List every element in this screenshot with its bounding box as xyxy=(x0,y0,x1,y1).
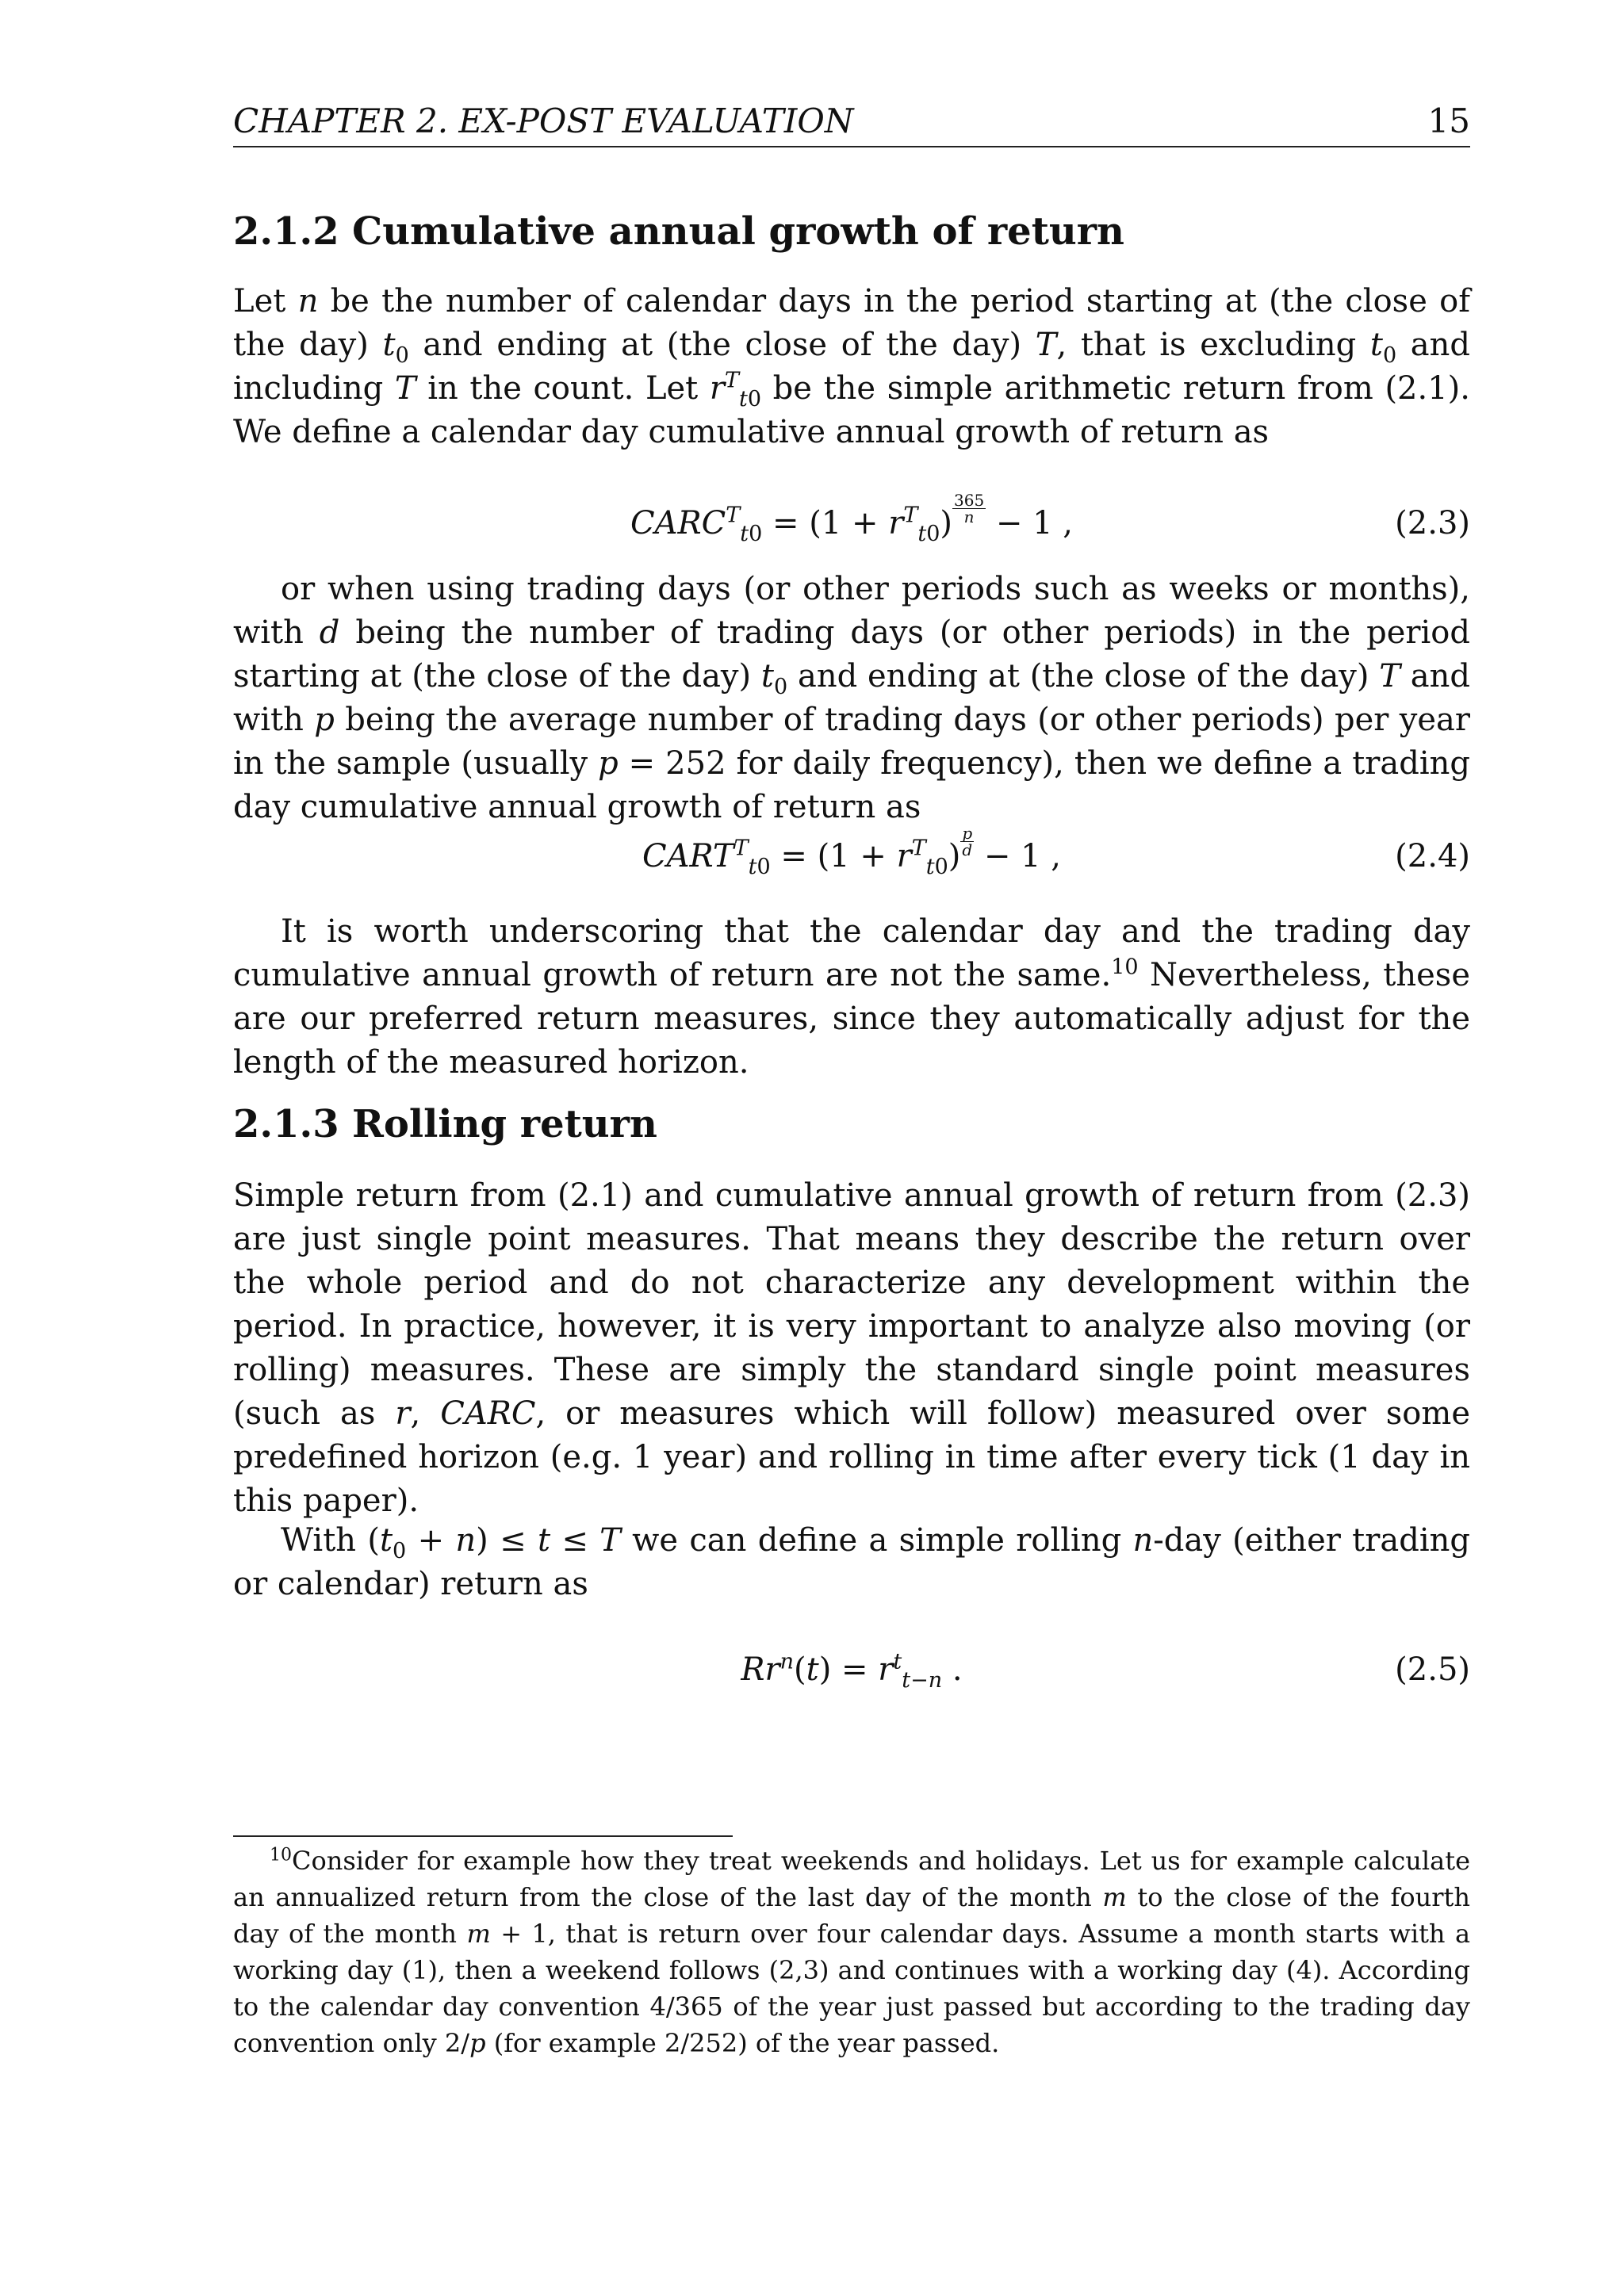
text: -day (either trading or calendar) return as xyxy=(233,1522,1470,1602)
math-inline: T xyxy=(1379,658,1400,695)
text: ) of the year passed. xyxy=(737,2028,1000,2058)
text: in the count. Let xyxy=(416,370,710,407)
equation-number: (2.3) xyxy=(1395,505,1470,541)
text: for daily frequency), then we define a trading day cumulative annual growth of return as xyxy=(233,745,1471,825)
footnote-rule xyxy=(233,1835,733,1837)
math-inline: $r^T_{t0}$ xyxy=(709,368,762,411)
equation-2-5 xyxy=(233,1638,1470,1701)
equation-2-4 xyxy=(233,825,1470,888)
math-inline: T xyxy=(394,370,416,407)
math-inline: $t_0$ xyxy=(382,327,409,368)
text: and ending at (the close of the day) xyxy=(787,658,1380,695)
text: to the close of the fourth day of the month xyxy=(233,1882,1471,1949)
chapter-title: CHAPTER 2. EX-POST EVALUATION xyxy=(233,101,854,140)
footnote-mark[interactable]: 10 xyxy=(1111,955,1139,980)
math-inline: 2/p xyxy=(444,2028,486,2058)
text: of the year just passed but according to the trading day convention only xyxy=(233,1992,1471,2058)
math-inline: CARC xyxy=(440,1395,536,1432)
equation-2-3 xyxy=(233,492,1470,555)
equation-body: $CARC^T_{t0} = (1 + r^T_{t0})$ $\frac{365}{n}$ − 1 , xyxy=(630,491,1074,546)
math-inline: m xyxy=(1102,1882,1127,1912)
math-inline: m + 1 xyxy=(466,1919,548,1949)
text: Consider for example how they treat weekends and holidays. Let us for example calculate an annualized return from the close of the last day of the month xyxy=(233,1846,1470,1912)
text: or when using trading days (or other periods such as weeks or months), with xyxy=(233,571,1470,651)
section-number: 2.1.2 xyxy=(233,209,339,254)
section-number: 2.1.3 xyxy=(233,1102,339,1146)
text: Simple return from (2.1) and cumulative annual growth of return from (2.3) are just single point measures. That means they describe the return over the whole period and do not characterize any development within the period. In practice, however, it is very important to analyze also moving (or rolling) measures. These are simply the standard single point measures (such as xyxy=(233,1177,1470,1432)
math-inline: 4/365 xyxy=(649,1992,723,2022)
text: , that is return over four calendar days. Assume a month starts with a working day (1), then a weekend follows (2,3) and continues with a working day (4). According to the calendar day convention xyxy=(233,1919,1471,2022)
text: , xyxy=(410,1395,441,1432)
text: Let xyxy=(233,283,298,320)
text: being the number of trading days (or other periods) in the period starting at (the close of the day) xyxy=(233,614,1470,695)
paragraph xyxy=(233,568,1470,829)
paragraph xyxy=(233,280,1470,454)
section-heading-2-1-2 xyxy=(233,208,1124,255)
footnote-mark: 10 xyxy=(270,1845,292,1866)
math-inline: r xyxy=(395,1395,411,1432)
equation-number: (2.5) xyxy=(1395,1651,1470,1688)
math-inline: $t_0$ xyxy=(760,658,788,699)
section-title: Rolling return xyxy=(352,1102,657,1146)
text: and ending at (the close of the day) xyxy=(408,327,1036,363)
math-inline: p xyxy=(314,702,335,738)
math-inline: $t_0$ xyxy=(1369,327,1397,368)
text: It is worth underscoring that the calendar day and the trading day cumulative annual growth of return are not the same. xyxy=(233,913,1470,993)
math-inline: 2/252 xyxy=(665,2028,738,2058)
text: Nevertheless, these are our preferred return measures, since they automatically adjust for the length of the measured horizon. xyxy=(233,957,1470,1081)
text: and including xyxy=(233,327,1471,407)
paragraph xyxy=(233,910,1470,1085)
math-inline: n xyxy=(297,283,319,320)
text: be the number of calendar days in the period starting at (the close of the day) xyxy=(233,283,1470,363)
text: , or measures which will follow) measured over some predefined horizon (e.g. 1 year) and rolling in time after every tick (1 day in this paper). xyxy=(233,1395,1470,1519)
equation-body: $Rr^n(t) = r^t_{t-n}$ . xyxy=(741,1649,963,1693)
page-number: 15 xyxy=(1427,101,1470,140)
text: we can define a simple rolling xyxy=(620,1522,1133,1559)
footnote xyxy=(233,1843,1470,2061)
paragraph xyxy=(233,1519,1470,1606)
section-heading-2-1-3 xyxy=(233,1100,657,1148)
text: being the average number of trading days (or other periods) per year in the sample (usually xyxy=(233,702,1470,782)
equation-number: (2.4) xyxy=(1395,838,1470,874)
text: and with xyxy=(233,658,1470,738)
section-title: Cumulative annual growth of return xyxy=(352,209,1124,254)
text: (for example xyxy=(485,2028,665,2058)
running-header xyxy=(233,101,1470,147)
math-inline: $(t_0 + n) \le t \le T$ xyxy=(367,1522,621,1563)
math-inline: T xyxy=(1035,327,1057,363)
text: be the simple arithmetic return from (2.1). We define a calendar day cumulative annual growth of return as xyxy=(233,370,1470,450)
math-inline: n xyxy=(1132,1522,1154,1559)
math-inline: d xyxy=(319,614,340,651)
text: , that is excluding xyxy=(1056,327,1370,363)
math-inline: p = 252 xyxy=(598,745,726,782)
equation-body: $CART^T_{t0} = (1 + r^T_{t0})$ $\frac{p}{d}$ − 1 , xyxy=(642,824,1062,879)
text: With xyxy=(281,1522,368,1559)
paragraph xyxy=(233,1174,1470,1523)
